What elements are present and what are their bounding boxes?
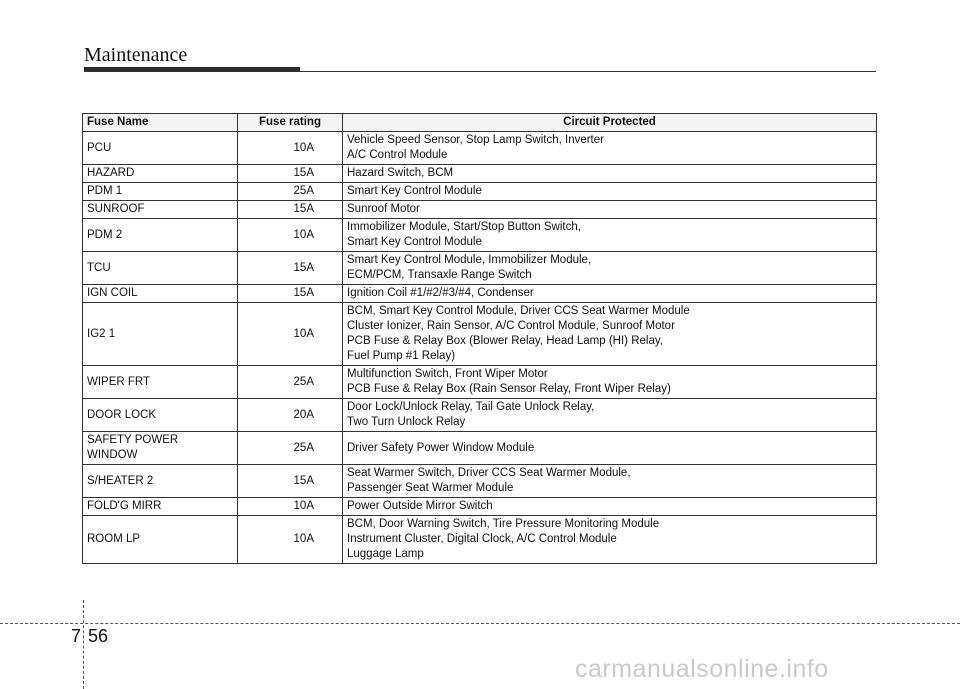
circuit-protected-cell: Hazard Switch, BCM [343,165,877,183]
fuse-rating-cell: 15A [238,165,343,183]
circuit-protected-cell: Sunroof Motor [343,201,877,219]
circuit-protected-cell: Seat Warmer Switch, Driver CCS Seat Warmer Module, Passenger Seat Warmer Module [343,465,877,498]
table-row [83,201,877,219]
fuse-rating-cell: 20A [238,399,343,432]
fuse-rating-cell: 10A [238,132,343,165]
fuse-name-cell: PDM 1 [83,183,238,201]
fuse-table [82,113,877,564]
column-header-fuse-name: Fuse Name [83,114,238,132]
fuse-name-cell: IG2 1 [83,303,238,366]
circuit-protected-cell: Door Lock/Unlock Relay, Tail Gate Unlock Relay, Two Turn Unlock Relay [343,399,877,432]
table-row [83,498,877,516]
circuit-protected-cell: Driver Safety Power Window Module [343,432,877,465]
table-row [83,252,877,285]
table-row [83,366,877,399]
fuse-rating-cell: 10A [238,516,343,564]
table-header-row [83,114,877,132]
column-header-circuit-protected: Circuit Protected [343,114,877,132]
table-row [83,399,877,432]
fuse-name-cell: FOLD'G MIRR [83,498,238,516]
page-number: 56 [88,626,109,646]
table-row [83,516,877,564]
circuit-protected-cell: Multifunction Switch, Front Wiper Motor PCB Fuse & Relay Box (Rain Sensor Relay, Front Wiper Relay) [343,366,877,399]
table-row [83,183,877,201]
footer-vertical-rule [83,600,84,689]
circuit-protected-cell: Smart Key Control Module [343,183,877,201]
fuse-name-cell: DOOR LOCK [83,399,238,432]
table-row [83,219,877,252]
watermark-text: carmanualsonline.info [575,655,829,683]
fuse-name-cell: SUNROOF [83,201,238,219]
fuse-name-cell: PCU [83,132,238,165]
fuse-rating-cell: 15A [238,465,343,498]
table-row [83,165,877,183]
fuse-name-cell: PDM 2 [83,219,238,252]
page-title: Maintenance [84,44,188,66]
header-rule [84,71,876,72]
fuse-rating-cell: 10A [238,303,343,366]
fuse-name-cell: S/HEATER 2 [83,465,238,498]
fuse-rating-cell: 15A [238,252,343,285]
circuit-protected-cell: Power Outside Mirror Switch [343,498,877,516]
fuse-rating-cell: 15A [238,285,343,303]
circuit-protected-cell: Immobilizer Module, Start/Stop Button Switch, Smart Key Control Module [343,219,877,252]
fuse-rating-cell: 25A [238,432,343,465]
fuse-name-cell: ROOM LP [83,516,238,564]
fuse-name-cell: IGN COIL [83,285,238,303]
chapter-number: 7 [71,626,82,646]
fuse-rating-cell: 10A [238,219,343,252]
circuit-protected-cell: BCM, Door Warning Switch, Tire Pressure Monitoring Module Instrument Cluster, Digital Clock, A/C Control Module Luggage Lamp [343,516,877,564]
fuse-name-cell: HAZARD [83,165,238,183]
fuse-rating-cell: 25A [238,183,343,201]
table-row [83,285,877,303]
circuit-protected-cell: Ignition Coil #1/#2/#3/#4, Condenser [343,285,877,303]
circuit-protected-cell: Vehicle Speed Sensor, Stop Lamp Switch, Inverter A/C Control Module [343,132,877,165]
fuse-name-cell: TCU [83,252,238,285]
table-row [83,303,877,366]
column-header-fuse-rating: Fuse rating [238,114,343,132]
table-body [83,132,877,564]
fuse-rating-cell: 15A [238,201,343,219]
fuse-name-cell: SAFETY POWER WINDOW [83,432,238,465]
fuse-rating-cell: 25A [238,366,343,399]
fuse-name-cell: WIPER FRT [83,366,238,399]
circuit-protected-cell: BCM, Smart Key Control Module, Driver CCS Seat Warmer Module Cluster Ionizer, Rain Sensor, A/C Control Module, Sunroof Motor PCB Fuse & Relay Box (Blower Relay, Head Lamp (HI) Relay, Fuel Pump #1 Relay) [343,303,877,366]
footer-dashed-rule [0,623,960,624]
table-row [83,132,877,165]
table-row [83,432,877,465]
circuit-protected-cell: Smart Key Control Module, Immobilizer Module, ECM/PCM, Transaxle Range Switch [343,252,877,285]
fuse-rating-cell: 10A [238,498,343,516]
table-row [83,465,877,498]
